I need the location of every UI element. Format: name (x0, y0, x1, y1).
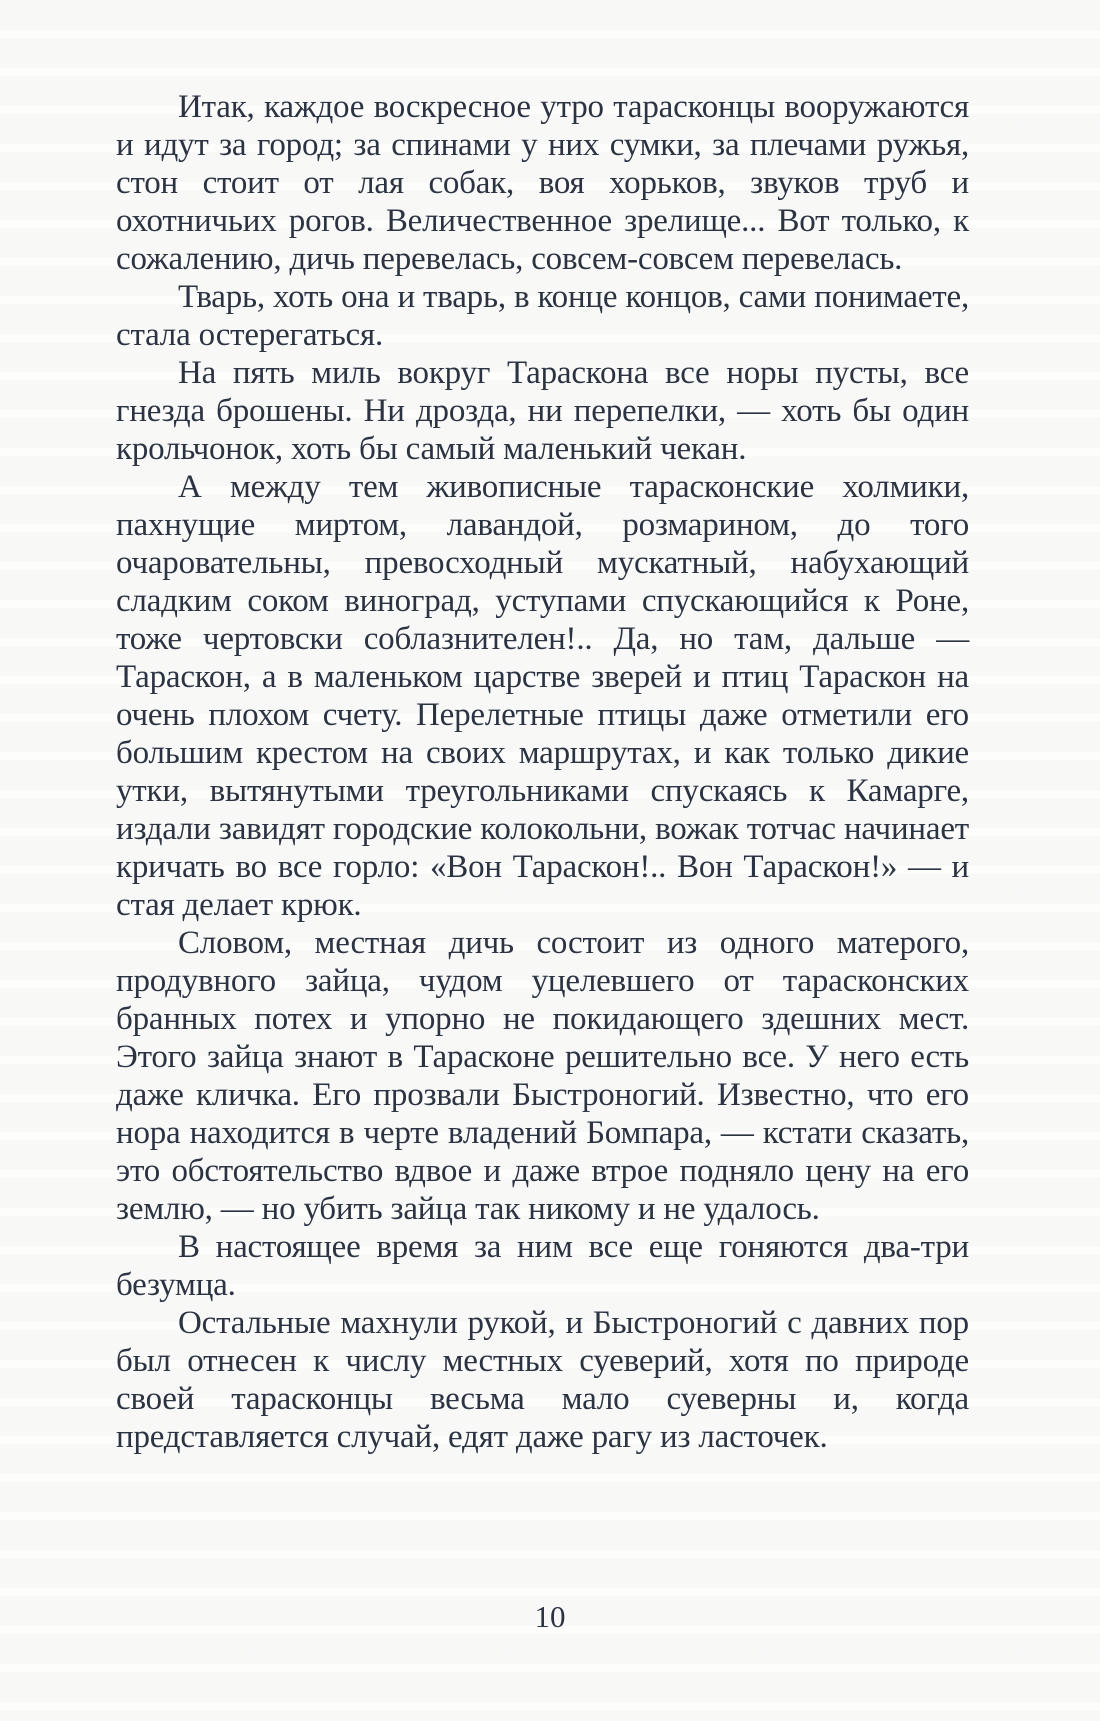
paragraph: На пять миль вокруг Тараскона все норы пусты, все гнезда брошены. Ни дрозда, ни перепелки, — хоть бы один крольчонок, хоть бы самый маленький чекан. (116, 355, 969, 467)
paragraph: В настоящее время за ним все еще гоняются два-три безумца. (116, 1229, 969, 1303)
page-number: 10 (534, 1599, 566, 1634)
paragraph: Итак, каждое воскресное утро тарасконцы вооружаются и идут за город; за спинами у них сумки, за плечами ружья, стон стоит от лая собак, воя хорьков, звуков труб и охотничьих рогов. Величественное зрелище... Вот только, к сожалению, дичь перевелась, совсем-совсем перевелась. (116, 89, 969, 277)
paragraph: Тварь, хоть она и тварь, в конце концов, сами понимаете, стала остерегаться. (116, 279, 969, 353)
paragraph: Словом, местная дичь состоит из одного матерого, продувного зайца, чудом уцелевшего от тарасконских бранных потех и упорно не покидающего здешних мест. Этого зайца знают в Тарасконе решительно все. У него есть даже кличка. Его прозвали Быстроногий. Известно, что его нора находится в черте владений Бомпара, — кстати сказать, это обстоятельство вдвое и даже втрое подняло цену на его землю, — но убить зайца так никому и не удалось. (116, 925, 969, 1227)
text-block (116, 88, 969, 1456)
paragraph: А между тем живописные тарасконские холмики, пахнущие миртом, лавандой, розмарином, до того очаровательны, превосходный мускатный, набухающий сладким соком виноград, уступами спускающийся к Роне, тоже чертовски соблазнителен!.. Да, но там, дальше — Тараскон, а в маленьком царстве зверей и птиц Тараскон на очень плохом счету. Перелетные птицы даже отметили его большим крестом на своих маршрутах, и как только дикие утки, вытянутыми треугольниками спускаясь к Камарге, издали завидят городские колокольни, вожак тотчас начинает кричать во все горло: «Вон Тараскон!.. Вон Тараскон!» — и стая делает крюк. (116, 469, 969, 923)
paragraph: Остальные махнули рукой, и Быстроногий с давних пор был отнесен к числу местных суеверий, хотя по природе своей тарасконцы весьма мало суеверны и, когда представляется случай, едят даже рагу из ласточек. (116, 1305, 969, 1455)
